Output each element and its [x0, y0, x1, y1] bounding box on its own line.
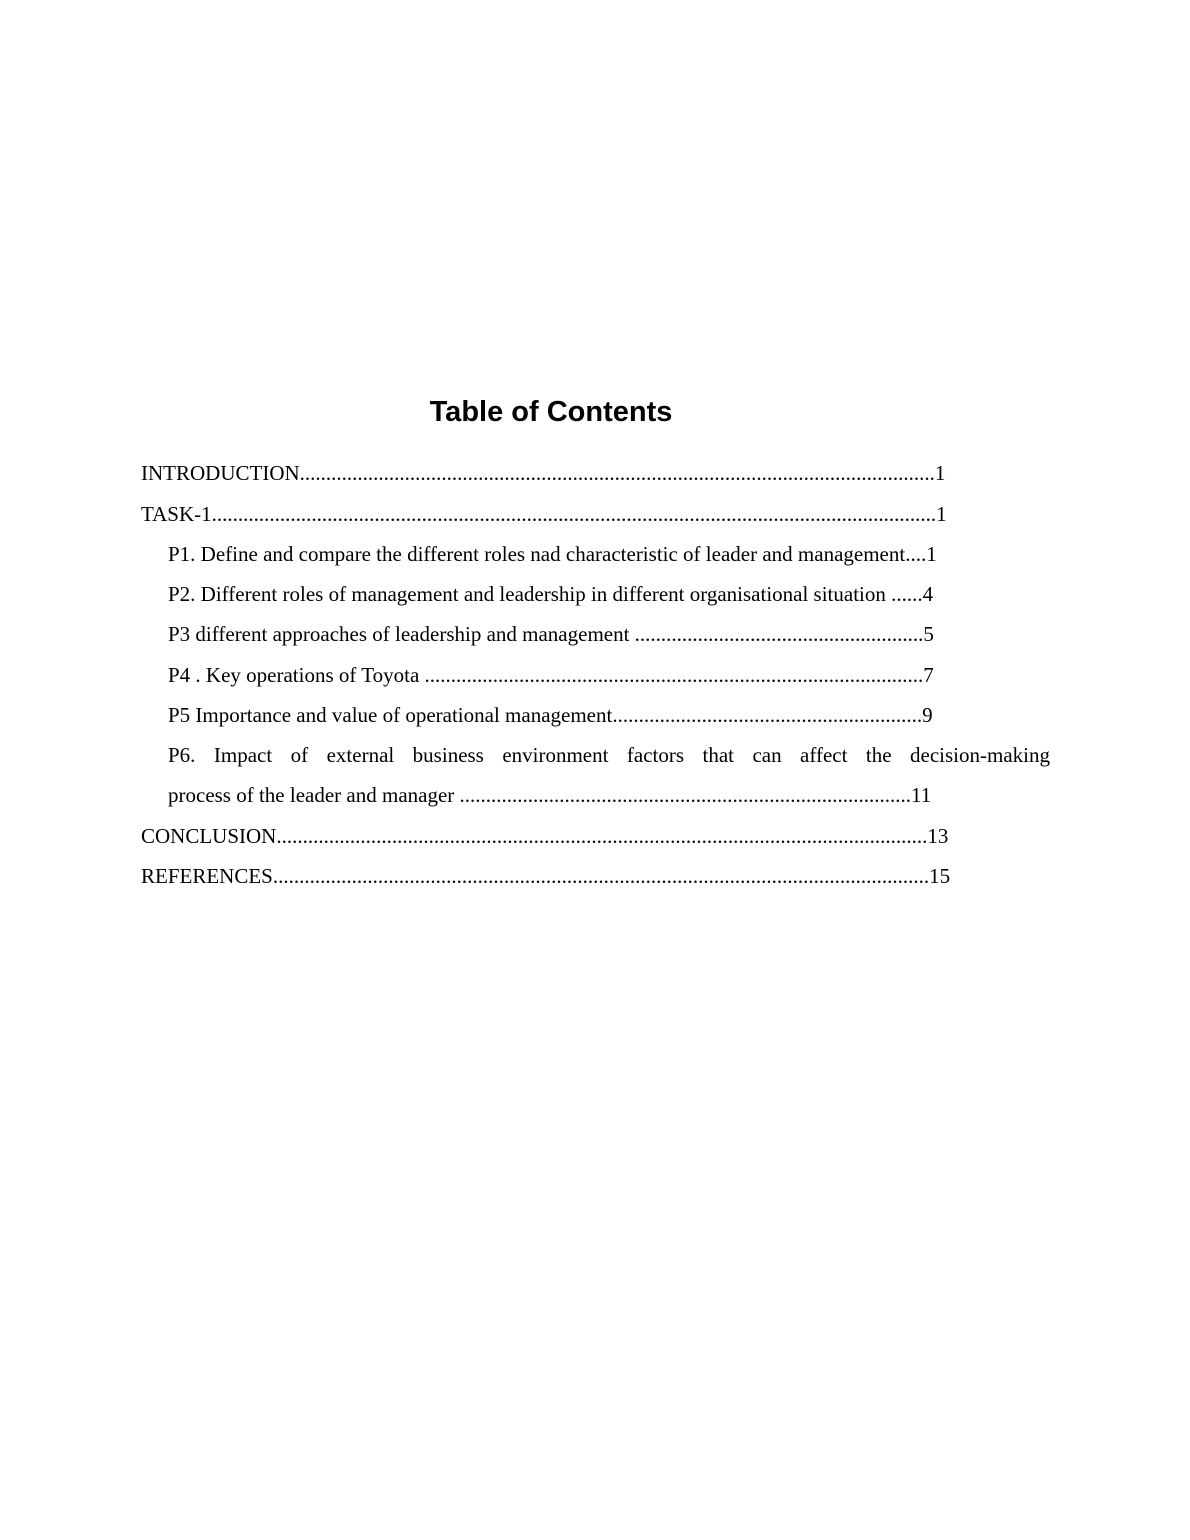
- toc-entry-p5[interactable]: [168, 695, 1024, 735]
- toc-entry-text: process of the leader and manager ......................................................................................11: [168, 783, 932, 807]
- toc-entry-p1[interactable]: [168, 534, 1028, 574]
- toc-entry-text: P6. Impact of external business environment factors that can affect the decision-making: [168, 743, 1050, 767]
- toc-entry-conclusion[interactable]: [141, 816, 1050, 856]
- toc-entry-p3[interactable]: [168, 614, 1024, 654]
- toc-entry-p6-line1[interactable]: [168, 735, 1050, 775]
- toc-entry-p6-line2[interactable]: [168, 775, 1024, 815]
- toc-entry-text: REFERENCES.............................................................................................................................15: [141, 864, 951, 888]
- toc-entry-text: CONCLUSION............................................................................................................................13: [141, 824, 949, 848]
- toc-entry-p2[interactable]: [168, 574, 1028, 614]
- toc-entry-text: P4 . Key operations of Toyota ...............................................................................................7: [168, 663, 934, 687]
- toc-entry-text: P1. Define and compare the different roles nad characteristic of leader and management....1: [168, 542, 937, 566]
- toc-entry-text: P2. Different roles of management and leadership in different organisational situation ......4: [168, 582, 934, 606]
- toc-entry-text: P3 different approaches of leadership and management .......................................................5: [168, 622, 934, 646]
- toc-entry-text: INTRODUCTION.........................................................................................................................1: [141, 461, 946, 485]
- toc-entry-introduction[interactable]: [141, 453, 1050, 493]
- toc-entry-task-1[interactable]: [141, 494, 1050, 534]
- toc-entry-p4[interactable]: [168, 655, 1024, 695]
- toc-entry-references[interactable]: [141, 856, 1050, 896]
- toc-entry-text: P5 Importance and value of operational management...........................................................9: [168, 703, 933, 727]
- toc-entry-text: TASK-1..........................................................................................................................................1: [141, 502, 947, 526]
- toc-title: Table of Contents: [429, 396, 673, 428]
